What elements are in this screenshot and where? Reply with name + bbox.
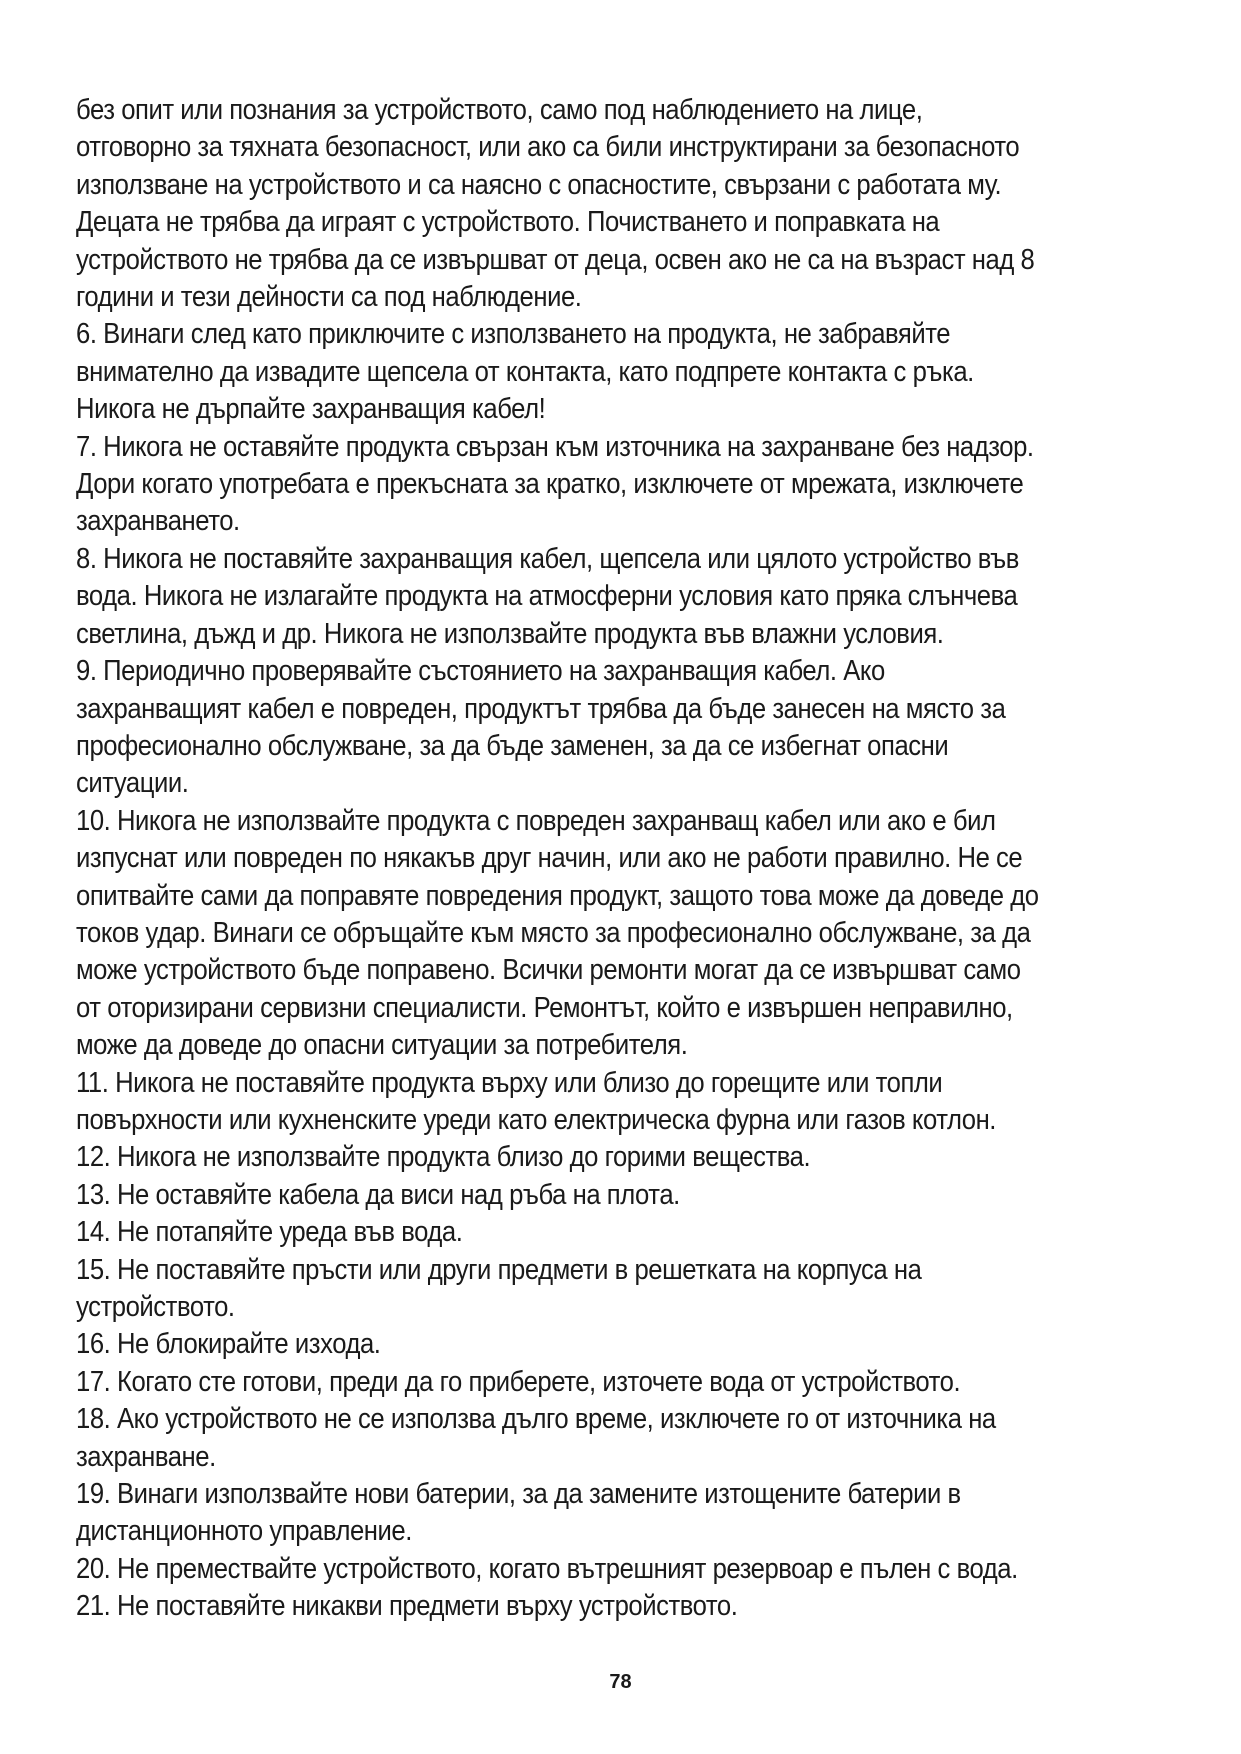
text-line: светлина, дъжд и др. Никога не използвайте продукта във влажни условия. (76, 617, 944, 650)
text-line: 10. Никога не използвайте продукта с повреден захранващ кабел или ако е бил (76, 804, 996, 837)
text-line: Децата не трябва да играят с устройството. Почистването и поправката на (76, 206, 940, 239)
page-number: 78 (609, 1671, 632, 1693)
text-line: години и тези дейности са под наблюдение. (76, 281, 582, 314)
text-line: изпуснат или повреден по някакъв друг начин, или ако не работи правилно. Не се (76, 842, 1023, 875)
text-line: отговорно за тяхната безопасност, или ако са били инструктирани за безопасното (76, 131, 1020, 164)
text-line: Никога не дърпайте захранващия кабел! (76, 393, 546, 426)
text-line: 8. Никога не поставяйте захранващия кабел, щепсела или цялото устройство във (76, 542, 1019, 575)
text-line: повърхности или кухненските уреди като електрическа фурна или газов котлон. (76, 1103, 996, 1136)
text-line: 11. Никога не поставяйте продукта върху или близо до горещите или топли (76, 1066, 943, 1099)
text-line: използване на устройството и са наясно с опасностите, свързани с работата му. (76, 168, 1002, 201)
text-line: 9. Периодично проверявайте състоянието на захранващия кабел. Ако (76, 655, 885, 688)
text-line: 21. Не поставяйте никакви предмети върху устройството. (76, 1590, 738, 1623)
text-line: 13. Не оставяйте кабела да виси над ръба на плота. (76, 1178, 680, 1211)
text-line: внимателно да извадите щепсела от контакта, като подпрете контакта с ръка. (76, 355, 974, 388)
text-line: 14. Не потапяйте уреда във вода. (76, 1216, 463, 1249)
text-line: ситуации. (76, 767, 189, 800)
text-line: вода. Никога не излагайте продукта на атмосферни условия като пряка слънчева (76, 580, 1018, 613)
text-line: 12. Никога не използвайте продукта близо до горими вещества. (76, 1141, 811, 1174)
text-line: без опит или познания за устройството, само под наблюдението на лице, (76, 94, 923, 126)
text-line: захранване. (76, 1440, 216, 1473)
text-line: може да доведе до опасни ситуации за потребителя. (76, 1029, 688, 1062)
text-line: устройството. (76, 1291, 235, 1323)
text-line: от оторизирани сервизни специалисти. Ремонтът, който е извършен неправилно, (76, 991, 1013, 1024)
document-body (76, 92, 1176, 1626)
text-line: устройството не трябва да се извършват от деца, освен ако не са на възраст над 8 (76, 243, 1035, 276)
text-line: 15. Не поставяйте пръсти или други предмети в решетката на корпуса на (76, 1253, 922, 1286)
text-line: може устройството бъде поправено. Всички ремонти могат да се извършват само (76, 954, 1021, 987)
text-line: Дори когато употребата е прекъсната за кратко, изключете от мрежата, изключете (76, 468, 1024, 501)
text-line: 7. Никога не оставяйте продукта свързан към източника на захранване без надзор. (76, 430, 1034, 463)
text-line: 6. Винаги след като приключите с използването на продукта, не забравяйте (76, 318, 951, 351)
text-line: 18. Ако устройството не се използва дълго време, изключете го от източника на (76, 1403, 996, 1436)
text-line: опитвайте сами да поправяте повредения продукт, защото това може да доведе до (76, 879, 1039, 912)
text-line: 17. Когато сте готови, преди да го приберете, източете вода от устройството. (76, 1365, 961, 1398)
text-line: 20. Не премествайте устройството, когато вътрешният резервоар е пълен с вода. (76, 1552, 1018, 1585)
text-line: 19. Винаги използвайте нови батерии, за да замените изтощените батерии в (76, 1478, 961, 1511)
text-line: професионално обслужване, за да бъде заменен, за да се избегнат опасни (76, 729, 949, 762)
text-line: 16. Не блокирайте изхода. (76, 1328, 381, 1361)
text-line: дистанционното управление. (76, 1515, 412, 1548)
text-line: захранващият кабел е повреден, продуктът трябва да бъде занесен на място за (76, 692, 1006, 725)
text-line: токов удар. Винаги се обръщайте към място за професионално обслужване, за да (76, 916, 1031, 949)
text-line: захранването. (76, 505, 240, 538)
